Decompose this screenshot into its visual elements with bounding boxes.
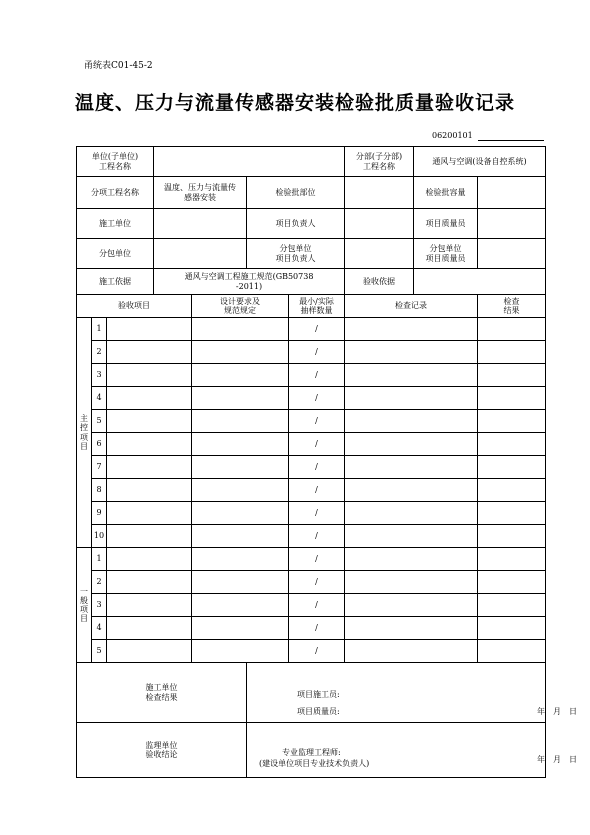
col-result: 检查 结果: [478, 295, 546, 318]
division-label: 分部(子分部) 工程名称: [345, 147, 414, 177]
batch-capacity-label: 检验批容量: [414, 177, 478, 209]
form-number: 甬统表C01-45-2: [84, 61, 153, 71]
result-cell[interactable]: [478, 571, 546, 594]
design-cell[interactable]: [192, 640, 289, 663]
table-row: [77, 318, 546, 341]
sub-manager-value[interactable]: [345, 239, 414, 269]
sampling-cell[interactable]: /: [289, 594, 345, 617]
row-number: 4: [92, 617, 107, 640]
supervision-row: [77, 723, 546, 778]
basis-value[interactable]: 通风与空调工程施工规范(GB50738 -2011): [154, 269, 345, 295]
sampling-cell[interactable]: /: [289, 525, 345, 548]
sampling-cell[interactable]: /: [289, 318, 345, 341]
table-row: [77, 617, 546, 640]
table-row: [77, 548, 546, 571]
record-cell[interactable]: [345, 341, 478, 364]
sampling-cell[interactable]: /: [289, 341, 345, 364]
acceptance-basis-label: 验收依据: [345, 269, 414, 295]
supervision-label: 监理单位 验收结论: [77, 723, 247, 778]
sampling-cell[interactable]: /: [289, 617, 345, 640]
result-cell[interactable]: [478, 387, 546, 410]
col-sampling: 最小/实际 抽样数量: [289, 295, 345, 318]
item-cell[interactable]: [107, 341, 192, 364]
subcontractor-label: 分包单位: [77, 239, 154, 269]
table-row: [77, 364, 546, 387]
row-number: 5: [92, 640, 107, 663]
form-code: 06200101: [432, 131, 473, 140]
design-cell[interactable]: [192, 479, 289, 502]
project-worker-label: 项目施工员:: [297, 690, 340, 699]
item-cell[interactable]: [107, 548, 192, 571]
sampling-cell[interactable]: /: [289, 410, 345, 433]
item-cell[interactable]: [107, 640, 192, 663]
row-number: 1: [92, 318, 107, 341]
col-design: 设计要求及 规范规定: [192, 295, 289, 318]
table-row: [77, 341, 546, 364]
sampling-cell[interactable]: /: [289, 548, 345, 571]
project-quality-label: 项目质量员:: [297, 707, 340, 716]
result-cell[interactable]: [478, 525, 546, 548]
construction-unit-value[interactable]: [154, 209, 247, 239]
table-row: [77, 387, 546, 410]
table-row: [77, 640, 546, 663]
header-row-2: [77, 177, 546, 209]
result-cell[interactable]: [478, 433, 546, 456]
batch-part-value[interactable]: [345, 177, 414, 209]
header-row-5: [77, 269, 546, 295]
table-row: [77, 456, 546, 479]
record-cell[interactable]: [345, 318, 478, 341]
record-cell[interactable]: [345, 548, 478, 571]
subitem-label: 分项工程名称: [77, 177, 154, 209]
unit-label: 单位(子单位) 工程名称: [77, 147, 154, 177]
acceptance-table: [76, 146, 577, 778]
main-group-label: 主 控 项 目: [77, 318, 92, 548]
unit-value[interactable]: [154, 147, 345, 177]
header-row-1: [77, 147, 546, 177]
project-manager-label: 项目负责人: [247, 209, 345, 239]
table-row: [77, 479, 546, 502]
record-cell[interactable]: [345, 479, 478, 502]
item-cell[interactable]: [107, 479, 192, 502]
construction-check-row: [77, 663, 546, 723]
acceptance-basis-value[interactable]: [414, 269, 546, 295]
record-cell[interactable]: [345, 571, 478, 594]
item-cell[interactable]: [107, 433, 192, 456]
row-number: 1: [92, 548, 107, 571]
item-cell[interactable]: [107, 525, 192, 548]
row-number: 2: [92, 341, 107, 364]
record-cell[interactable]: [345, 456, 478, 479]
quality-officer-label: 项目质量员: [414, 209, 478, 239]
item-cell[interactable]: [107, 318, 192, 341]
table-row: [77, 433, 546, 456]
general-group-label: 一 般 项 目: [77, 548, 92, 663]
row-number: 2: [92, 571, 107, 594]
construction-unit-label: 施工单位: [77, 209, 154, 239]
row-number: 10: [92, 525, 107, 548]
subcontractor-value[interactable]: [154, 239, 247, 269]
design-cell[interactable]: [192, 571, 289, 594]
sampling-cell[interactable]: /: [289, 456, 345, 479]
sampling-cell[interactable]: /: [289, 640, 345, 663]
record-cell[interactable]: [345, 364, 478, 387]
record-cell[interactable]: [345, 410, 478, 433]
supervisor-note: (建设单位项目专业技术负责人): [259, 759, 370, 768]
result-cell[interactable]: [478, 341, 546, 364]
supervision-area[interactable]: [247, 723, 577, 778]
record-cell[interactable]: [345, 433, 478, 456]
result-cell[interactable]: [478, 594, 546, 617]
sampling-cell[interactable]: /: [289, 364, 345, 387]
item-cell[interactable]: [107, 410, 192, 433]
column-header-row: [77, 295, 546, 318]
header-row-4: [77, 239, 546, 269]
design-cell[interactable]: [192, 433, 289, 456]
date-label: 年 月 日: [537, 707, 577, 716]
header-row-3: [77, 209, 546, 239]
design-cell[interactable]: [192, 341, 289, 364]
item-cell[interactable]: [107, 387, 192, 410]
row-number: 4: [92, 387, 107, 410]
item-cell[interactable]: [107, 364, 192, 387]
table-row: [77, 410, 546, 433]
design-cell[interactable]: [192, 364, 289, 387]
design-cell[interactable]: [192, 594, 289, 617]
item-cell[interactable]: [107, 594, 192, 617]
sub-quality-label: 分包单位 项目质量员: [414, 239, 478, 269]
item-cell[interactable]: [107, 617, 192, 640]
design-cell[interactable]: [192, 548, 289, 571]
table-row: [77, 525, 546, 548]
sampling-cell[interactable]: /: [289, 571, 345, 594]
quality-officer-value[interactable]: [478, 209, 546, 239]
page-title: 温度、压力与流量传感器安装检验批质量验收记录: [74, 92, 515, 114]
construction-check-label: 施工单位 检查结果: [77, 663, 247, 723]
design-cell[interactable]: [192, 387, 289, 410]
record-cell[interactable]: [345, 617, 478, 640]
row-number: 6: [92, 433, 107, 456]
sampling-cell[interactable]: /: [289, 433, 345, 456]
record-cell[interactable]: [345, 502, 478, 525]
design-cell[interactable]: [192, 617, 289, 640]
design-cell[interactable]: [192, 502, 289, 525]
design-cell[interactable]: [192, 456, 289, 479]
code-underline: [478, 140, 544, 141]
row-number: 7: [92, 456, 107, 479]
result-cell[interactable]: [478, 456, 546, 479]
sub-quality-value[interactable]: [478, 239, 546, 269]
basis-label: 施工依据: [77, 269, 154, 295]
record-cell[interactable]: [345, 640, 478, 663]
item-cell[interactable]: [107, 571, 192, 594]
sampling-cell[interactable]: /: [289, 502, 345, 525]
result-cell[interactable]: [478, 640, 546, 663]
design-cell[interactable]: [192, 410, 289, 433]
row-number: 3: [92, 364, 107, 387]
sampling-cell[interactable]: /: [289, 387, 345, 410]
row-number: 5: [92, 410, 107, 433]
result-cell[interactable]: [478, 617, 546, 640]
result-cell[interactable]: [478, 364, 546, 387]
row-number: 9: [92, 502, 107, 525]
item-cell[interactable]: [107, 502, 192, 525]
table-row: [77, 502, 546, 525]
supervisor-label: 专业监理工程师:: [282, 748, 341, 757]
result-cell[interactable]: [478, 502, 546, 525]
sub-manager-label: 分包单位 项目负责人: [247, 239, 345, 269]
col-item: 验收项目: [77, 295, 192, 318]
result-cell[interactable]: [478, 410, 546, 433]
project-manager-value[interactable]: [345, 209, 414, 239]
batch-part-label: 检验批部位: [247, 177, 345, 209]
result-cell[interactable]: [478, 318, 546, 341]
date-label: 年 月 日: [537, 755, 577, 764]
construction-check-area[interactable]: [247, 663, 577, 723]
division-value[interactable]: 通风与空调(设备自控系统): [414, 147, 546, 177]
subitem-value[interactable]: 温度、压力与流量传 感器安装: [154, 177, 247, 209]
table-row: [77, 594, 546, 617]
record-cell[interactable]: [345, 387, 478, 410]
col-record: 检查记录: [345, 295, 478, 318]
result-cell[interactable]: [478, 479, 546, 502]
design-cell[interactable]: [192, 525, 289, 548]
table-row: [77, 571, 546, 594]
batch-capacity-value[interactable]: [478, 177, 546, 209]
design-cell[interactable]: [192, 318, 289, 341]
sampling-cell[interactable]: /: [289, 479, 345, 502]
row-number: 3: [92, 594, 107, 617]
record-cell[interactable]: [345, 525, 478, 548]
result-cell[interactable]: [478, 548, 546, 571]
row-number: 8: [92, 479, 107, 502]
item-cell[interactable]: [107, 456, 192, 479]
record-cell[interactable]: [345, 594, 478, 617]
